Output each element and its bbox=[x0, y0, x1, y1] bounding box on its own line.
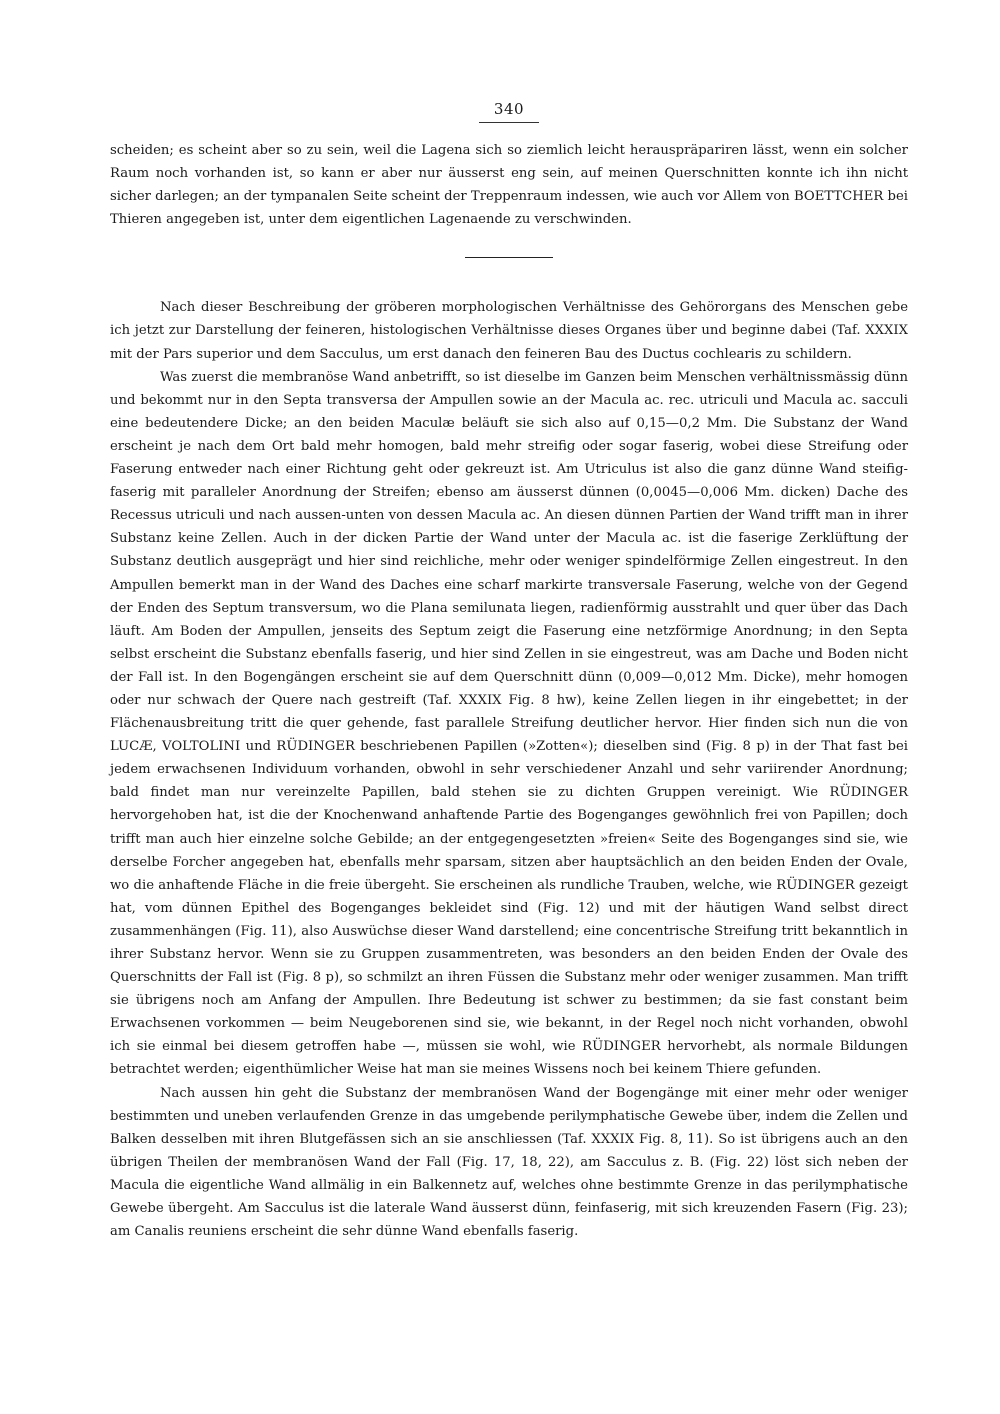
paragraph: Nach dieser Beschreibung der gröberen morphologischen Verhältnisse des Gehörorgans des Menschen gebe ich jetzt zur Darstellung der feineren, histologischen Verhältnisse dieses Organes über und beginne dabei (Taf. XXXIX mit der Pars superior und dem Sacculus, um erst danach den feineren Bau des Ductus cochlearis zu schildern. bbox=[110, 300, 908, 362]
page-number: 340 bbox=[493, 100, 525, 118]
section-separator bbox=[465, 257, 553, 258]
paragraph: Nach aussen hin geht die Substanz der membranösen Wand der Bogengänge mit einer mehr oder weniger bestimmten und uneben verlaufenden Grenze in das umgebende perilymphatische Gewebe über, indem die Zellen und Balken desselben mit ihren Blutgefässen sich an sie anschliessen (Taf. XXXIX Fig. 8, 11). So ist übrigens auch an den übrigen Theilen der membranösen Wand der Fall (Fig. 17, 18, 22), am Sacculus z. B. (Fig. 22) löst sich neben der Macula die eigentliche Wand allmälig in ein Balkennetz auf, welches ohne bestimmte Grenze in das perilymphatische Gewebe übergeht. Am Sacculus ist die laterale Wand äusserst dünn, feinfaserig, mit sich kreuzenden Fasern (Fig. 23); am Canalis reuniens erscheint die sehr dünne Wand ebenfalls faserig. bbox=[110, 1085, 908, 1240]
page-number-rule bbox=[479, 122, 539, 123]
document-page bbox=[110, 100, 908, 1243]
paragraph: Was zuerst die membranöse Wand anbetrifft, so ist dieselbe im Ganzen beim Menschen verhältnissmässig dünn und bekommt nur in den Septa transversa der Ampullen sowie an der Macula ac. rec. utriculi und Macula ac. sacculi eine bedeutendere Dicke; an den beiden Maculæ beläuft sie sich also auf 0,15—0,2 Mm. Die Substanz der Wand erscheint je nach dem Ort bald mehr homogen, bald mehr streifig oder sogar faserig, wobei diese Streifung oder Faserung entweder nach einer Richtung geht oder gekreuzt ist. Am Utriculus ist also die ganz dünne Wand steifig-faserig mit paralleler Anordnung der Streifen; ebenso am äusserst dünnen (0,0045—0,006 Mm. dicken) Dache des Recessus utriculi und nach aussen-unten von dessen Macula ac. An diesen dünnen Partien der Wand trifft man in ihrer Substanz keine Zellen. Auch in der dicken Partie der Wand unter der Macula ac. ist die faserige Zerklüftung der Substanz deutlich ausgeprägt und hier sind reichliche, mehr oder weniger spindelförmige Zellen eingestreut. In den Ampullen bemerkt man in der Wand des Daches eine scharf markirte transversale Faserung, welche von der Gegend der Enden des Septum transversum, wo die Plana semilunata liegen, radienförmig ausstrahlt und quer über das Dach läuft. Am Boden der Ampullen, jenseits des Septum zeigt die Faserung eine netzförmige Anordnung; in den Septa selbst erscheint die Substanz ebenfalls faserig, und hier sind Zellen in sie eingestreut, was am Dache und Boden nicht der Fall ist. In den Bogengängen erscheint sie auf dem Querschnitt dünn (0,009—0,012 Mm. Dicke), mehr homogen oder nur schwach der Quere nach gestreift (Taf. XXXIX Fig. 8 hw), keine Zellen liegen in ihr eingebettet; in der Flächenausbreitung tritt die quer gehende, fast parallele Streifung deutlicher hervor. Hier finden sich nun die von LUCÆ, VOLTOLINI und RÜDINGER beschriebenen Papillen (»Zotten«); dieselben sind (Fig. 8 p) in der That fast bei jedem erwachsenen Individuum vorhanden, obwohl in sehr verschiedener Anzahl und sehr variirender Anordnung; bald findet man nur vereinzelte Papillen, bald stehen sie zu dichten Gruppen vereinigt. Wie RÜDINGER hervorgehoben hat, ist die der Knochenwand anhaftende Partie des Bogenganges gewöhnlich frei von Papillen; doch trifft man auch hier einzelne solche Gebilde; an der entgegengesetzten »freien« Seite des Bogenganges sind sie, wie derselbe Forcher angegeben hat, ebenfalls mehr sparsam, sitzen aber hauptsächlich an den beiden Enden der Ovale, wo die anhaftende Fläche in die freie übergeht. Sie erscheinen als rundliche Trauben, welche, wie RÜDINGER gezeigt hat, vom dünnen Epithel des Bogenganges bekleidet sind (Fig. 12) und mit der häutigen Wand selbst direct zusammenhängen (Fig. 11), also Auswüchse dieser Wand darstellend; eine concentrische Streifung tritt bekanntlich in ihrer Substanz hervor. Wenn sie zu Gruppen zusammentreten, was besonders an den beiden Enden der Ovale des Querschnitts der Fall ist (Fig. 8 p), so schmilzt an ihren Füssen die Substanz mehr oder weniger zusammen. Man trifft sie übrigens noch am Anfang der Ampullen. Ihre Bedeutung ist schwer zu bestimmen; da sie fast constant beim Erwachsenen vorkommen — beim Neugeborenen sind sie, wie bekannt, in der Regel noch nicht vorhanden, obwohl ich sie einmal bei diesem getroffen habe —, müssen sie wohl, wie RÜDINGER hervorhebt, als normale Bildungen betrachtet werden; eigenthümlicher Weise hat man sie meines Wissens noch bei keinem Thiere gefunden. bbox=[110, 369, 908, 1078]
paragraph-continuation: scheiden; es scheint aber so zu sein, weil die Lagena sich so ziemlich leicht herauspräpariren lässt, wenn ein solcher Raum noch vorhanden ist, so kann er aber nur äusserst eng sein, auf meinen Querschnitten konnte ich ihn nicht sicher darlegen; an der tympanalen Seite scheint der Treppenraum indessen, wie auch vor Allem von BOETTCHER bei Thieren angegeben ist, unter dem eigentlichen Lagenaende zu verschwinden. bbox=[110, 143, 908, 228]
